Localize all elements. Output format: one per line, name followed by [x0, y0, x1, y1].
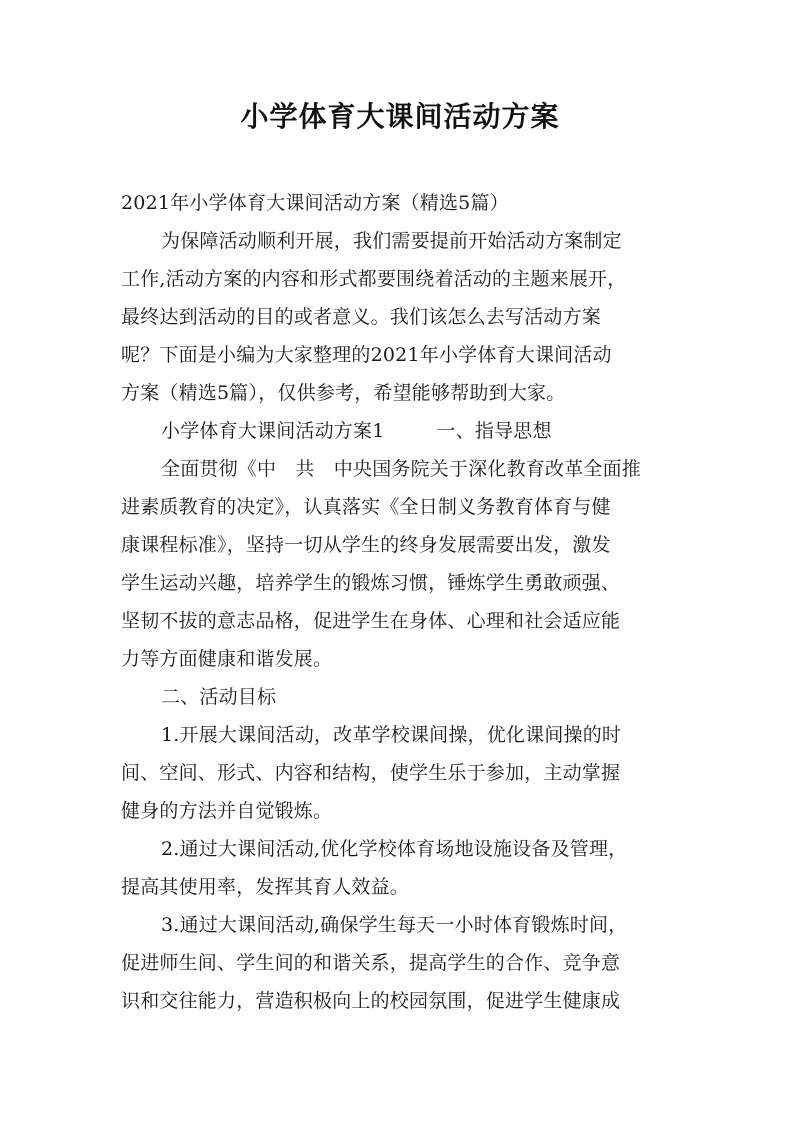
paragraph-line: 康课程标准》，坚持一切从学生的终身发展需要出发，激发 — [121, 534, 611, 556]
paragraph-line: 工作,活动方案的内容和形式都要围绕着活动的主题来展开， — [121, 268, 627, 290]
paragraph-line: 进素质教育的决定》，认真落实《全日制义务教育体育与健 — [121, 496, 611, 518]
paragraph-line: 学生运动兴趣，培养学生的锻炼习惯，锤炼学生勇敢顽强、 — [121, 572, 621, 594]
section-heading-line — [121, 412, 681, 450]
paragraph-line: 健身的方法并自觉锻炼。 — [121, 800, 333, 822]
section-heading: 二、活动目标 — [161, 686, 277, 708]
paragraph-line: 为保障活动顺利开展，我们需要提前开始活动方案制定 — [161, 230, 622, 252]
paragraph-line: 3.通过大课间活动,确保学生每天一小时体育锻炼时间， — [161, 914, 628, 936]
paragraph-line: 全面贯彻《中 共 中央国务院关于深化教育改革全面推 — [161, 458, 642, 480]
paragraph-line: 坚韧不拔的意志品格，促进学生在身体、心理和社会适应能 — [121, 610, 621, 632]
section-heading: 一、指导思想 — [436, 420, 552, 442]
paragraph-line: 提高其使用率，发挥其育人效益。 — [121, 876, 410, 898]
paragraph-line: 间、空间、形式、内容和结构，使学生乐于参加，主动掌握 — [121, 762, 621, 784]
paragraph-line: 呢？下面是小编为大家整理的2021年小学体育大课间活动 — [121, 344, 612, 366]
paragraph-line: 识和交往能力，营造积极向上的校园氛围，促进学生健康成 — [121, 990, 621, 1012]
section-title: 小学体育大课间活动方案1 — [161, 420, 385, 442]
document-body — [121, 184, 681, 1020]
paragraph-line: 最终达到活动的目的或者意义。我们该怎么去写活动方案 — [121, 306, 602, 328]
subtitle-line: 2021年小学体育大课间活动方案（精选5篇） — [121, 192, 509, 214]
document-title: 小学体育大课间活动方案 — [240, 100, 560, 133]
paragraph-line: 促进师生间、学生间的和谐关系，提高学生的合作、竞争意 — [121, 952, 621, 974]
paragraph-line: 力等方面健康和谐发展。 — [121, 648, 333, 670]
paragraph-line: 2.通过大课间活动,优化学校体育场地设施设备及管理， — [161, 838, 628, 860]
paragraph-line: 方案（精选5篇），仅供参考，希望能够帮助到大家。 — [121, 382, 566, 404]
paragraph-line: 1.开展大课间活动，改革学校课间操，优化课间操的时 — [161, 724, 622, 746]
